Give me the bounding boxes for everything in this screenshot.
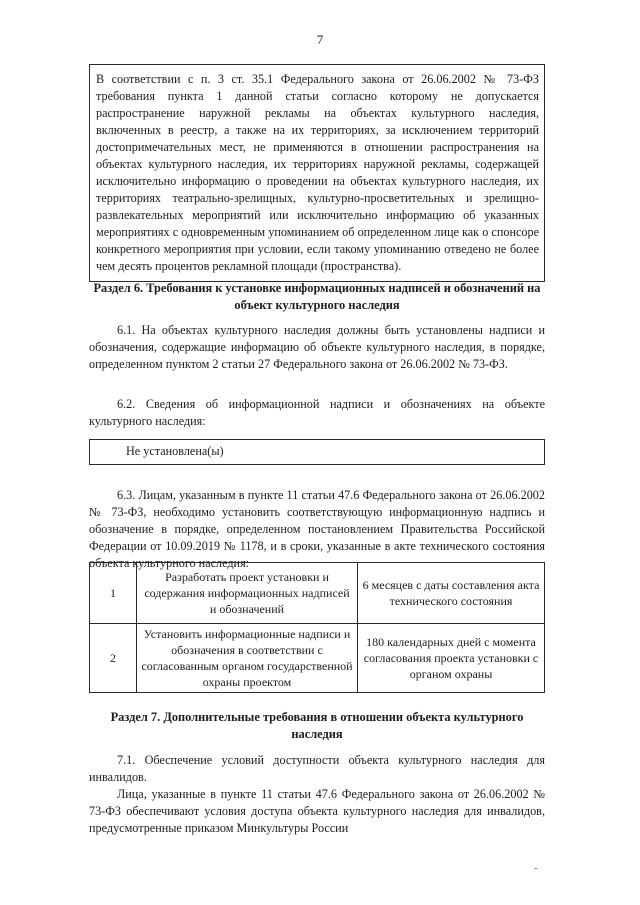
advertising-notice-box [89,64,545,282]
section-7-heading: Раздел 7. Дополнительные требования в отношении объекта культурного наследия [110,710,524,741]
row-deadline: 6 месяцев с даты составления акта технического состояния [358,563,545,624]
scan-artifact [534,868,537,869]
paragraph-7-1: 7.1. Обеспечение условий доступности объекта культурного наследия для инвалидов. [89,753,545,784]
inscription-status-text: Не установлена(ы) [126,444,224,458]
section-6-heading: Раздел 6. Требования к установке информационных надписей и обозначений на объект культурного наследия [93,281,541,312]
table-row [90,563,545,624]
row-deadline: 180 календарных дней с момента согласования проекта установки с органом охраны [358,624,545,693]
advertising-notice-text: В соответствии с п. 3 ст. 35.1 Федерального закона от 26.06.2002 № 73-ФЗ требования пункта 1 данной статьи согласно которому не допускается распространение наружной рекламы на объектах культурного наследия, включенных в реестр, а также на их территориях, за исключением территорий достопримечательных мест, не применяются в отношении распространения на объектах культурного наследия, их территориях наружной рекламы, содержащей исключительно информацию о проведении на объектах культурного наследия, их территориях театрально-зрелищных, культурно-просветительных и зрелищно-развлекательных мероприятий или исключительно информацию об указанных мероприятиях с одновременным упоминанием об определенном лице как о спонсоре конкретного мероприятия при условии, если такому упоминанию отведено не более чем десять процентов рекламной площади (пространства). [96,72,539,273]
inscription-status-box [89,439,545,465]
row-task: Установить информационные надписи и обозначения в соответствии с согласованным органом государственной охраны проектом [137,624,358,693]
row-number: 2 [90,624,137,693]
paragraph-6-2: 6.2. Сведения об информационной надписи и обозначениях на объекте культурного наследия: [89,397,545,428]
paragraph-6-3: 6.3. Лицам, указанным в пункте 11 статьи 47.6 Федерального закона от 26.06.2002 № 73-ФЗ, необходимо установить соответствующую информационную надпись и обозначение в порядке, определенном постановлением Правительства Российской Федерации от 10.09.2019 № 1178, и в сроки, указанные в акте технического состояния объекта культурного наследия: [89,488,545,570]
row-task: Разработать проект установки и содержания информационных надписей и обозначений [137,563,358,624]
page-number: 7 [316,32,324,47]
row-number: 1 [90,563,137,624]
requirements-table [89,562,545,693]
table-row [90,624,545,693]
paragraph-7-2: Лица, указанные в пункте 11 статьи 47.6 Федерального закона от 26.06.2002 № 73-ФЗ обеспечивают условия доступа объекта культурного наследия для инвалидов, предусмотренные приказом Минкультуры России [89,787,545,835]
paragraph-6-1: 6.1. На объектах культурного наследия должны быть установлены надписи и обозначения, содержащие информацию об объекте культурного наследия, в порядке, определенном пунктом 2 статьи 27 Федерального закона от 26.06.2002 № 73-ФЗ. [89,323,545,371]
